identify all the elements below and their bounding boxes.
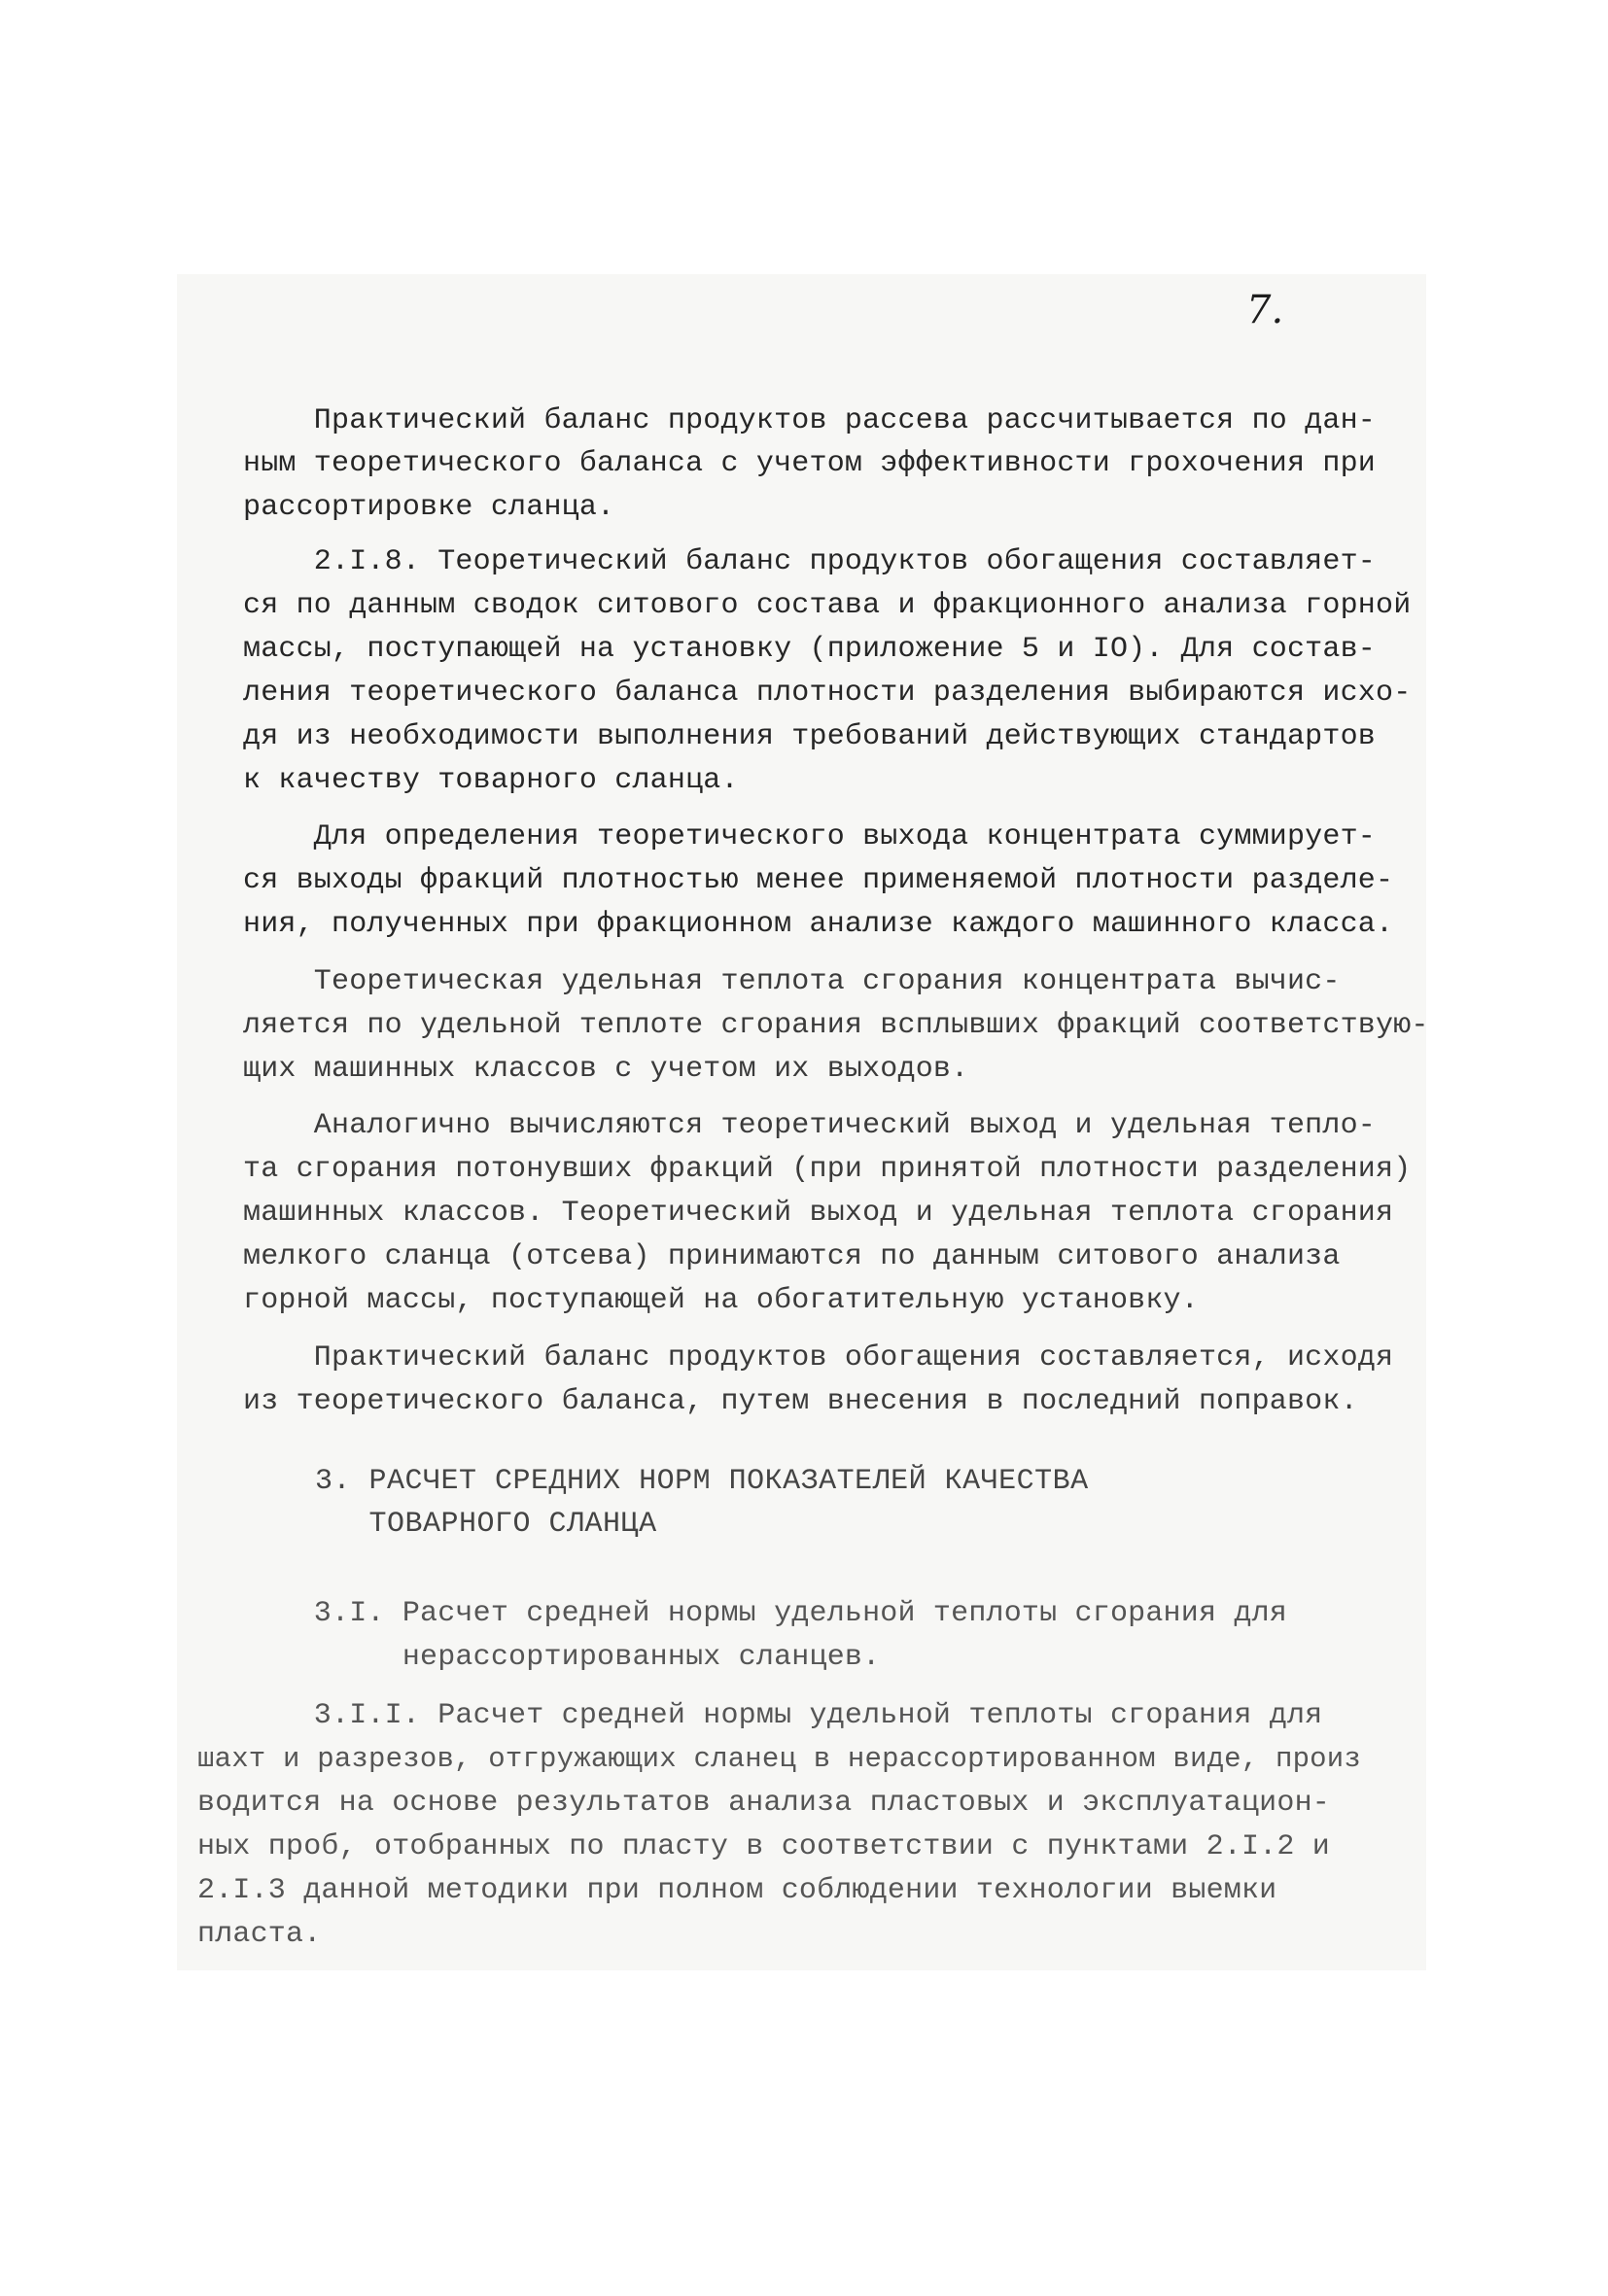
text-line: Для определения теоретического выхода концентрата суммирует- — [243, 820, 1376, 853]
text-line: ся по данным сводок ситового состава и фракционного анализа горной — [243, 589, 1412, 622]
section-heading: ТОВАРНОГО СЛАНЦА — [243, 1508, 657, 1541]
text-line: водится на основе результатов анализа пластовых и эксплуатацион- — [197, 1787, 1330, 1820]
text-line: машинных классов. Теоретический выход и удельная теплота сгорания — [243, 1197, 1394, 1230]
text-line: дя из необходимости выполнения требований действующих стандартов — [243, 720, 1376, 753]
text-line: мелкого сланца (отсева) принимаются по данным ситового анализа — [243, 1240, 1341, 1273]
text-line: ным теоретического баланса с учетом эффективности грохочения при — [243, 447, 1376, 480]
text-line: ных проб, отобранных по пласту в соответствии с пунктами 2.I.2 и — [197, 1830, 1330, 1863]
text-line: 3.I.I. Расчет средней нормы удельной теплоты сгорания для — [243, 1699, 1323, 1732]
text-line: шахт и разрезов, отгружающих сланец в нерассортированном виде, произ — [197, 1743, 1361, 1775]
text-line: 2.I.8. Теоретический баланс продуктов обогащения составляет- — [243, 545, 1376, 578]
text-line: Теоретическая удельная теплота сгорания концентрата вычис- — [243, 965, 1341, 998]
text-line: щих машинных классов с учетом их выходов. — [243, 1053, 969, 1086]
text-line: ляется по удельной теплоте сгорания всплывших фракций соответствую- — [243, 1009, 1429, 1042]
page-number: 7. — [1246, 288, 1284, 332]
subsection-heading: 3.I. Расчет средней нормы удельной теплоты сгорания для — [243, 1597, 1287, 1630]
text-line: 2.I.3 данной методики при полном соблюдении технологии выемки — [197, 1874, 1277, 1907]
subsection-heading: нерассортированных сланцев. — [243, 1641, 881, 1674]
text-line: ния, полученных при фракционном анализе каждого машинного класса. — [243, 908, 1394, 941]
text-line: из теоретического баланса, путем внесения в последний поправок. — [243, 1385, 1358, 1418]
text-line: та сгорания потонувших фракций (при принятой плотности разделения) — [243, 1153, 1412, 1186]
text-line: Практический баланс продуктов обогащения составляется, исходя — [243, 1341, 1394, 1374]
text-line: к качеству товарного сланца. — [243, 764, 739, 797]
text-line: ся выходы фракций плотностью менее применяемой плотности разделе- — [243, 864, 1394, 897]
text-line: рассортировке сланца. — [243, 491, 615, 524]
text-line: горной массы, поступающей на обогатительную установку. — [243, 1284, 1199, 1317]
text-line: Практический баланс продуктов рассева рассчитывается по дан- — [243, 404, 1376, 437]
text-line: ления теоретического баланса плотности разделения выбираются исхо- — [243, 677, 1412, 710]
section-heading: 3. РАСЧЕТ СРЕДНИХ НОРМ ПОКАЗАТЕЛЕЙ КАЧЕСТВА — [243, 1465, 1089, 1498]
text-line: массы, поступающей на установку (приложение 5 и IO). Для состав- — [243, 633, 1376, 666]
text-line: Аналогично вычисляются теоретический выход и удельная тепло- — [243, 1109, 1376, 1142]
text-line: пласта. — [197, 1918, 322, 1951]
